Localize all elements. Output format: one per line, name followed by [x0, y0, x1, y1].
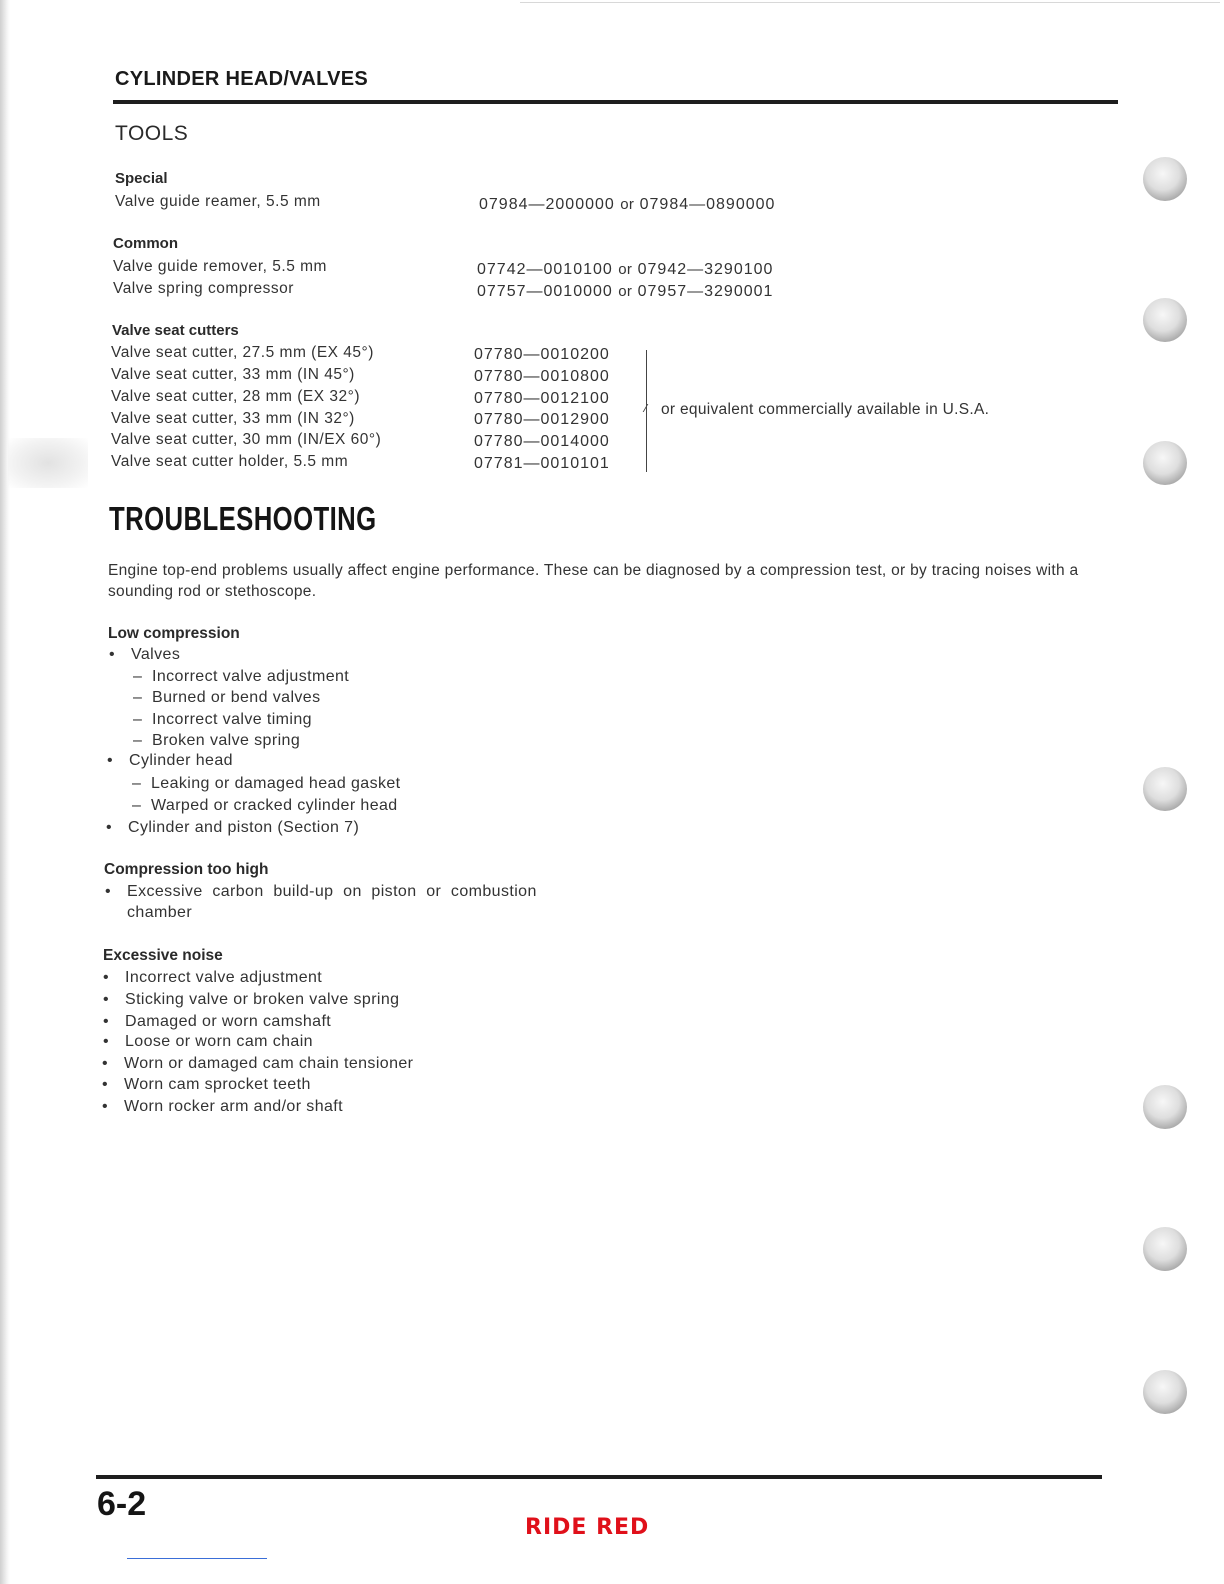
list-item-text: Leaking or damaged head gasket — [151, 775, 401, 792]
scan-edge-shading — [0, 0, 10, 1584]
tool-code — [477, 283, 773, 301]
list-item-text: Sticking valve or broken valve spring — [125, 991, 400, 1008]
bullet: • — [109, 646, 116, 663]
tool-code-a: 07984—2000000 — [479, 196, 615, 213]
bottom-link-underline[interactable] — [127, 1558, 267, 1559]
tool-code-b: 07984—0890000 — [639, 196, 776, 213]
binder-hole — [1143, 1085, 1187, 1129]
tool-code-a: 07757—0010000 — [477, 283, 613, 300]
bullet: • — [102, 1098, 109, 1115]
list-item — [103, 1013, 331, 1031]
cutter-code: 07780—0012900 — [474, 411, 610, 428]
list-item — [106, 819, 359, 837]
list-sub-item: – Warped or cracked cylinder head — [132, 797, 398, 814]
tool-code-a: 07742—0010100 — [477, 261, 613, 278]
page-number: 6-2 — [97, 1485, 147, 1523]
cutter-name: Valve seat cutter, 33 mm (IN 32°) — [111, 410, 355, 427]
footer-rule — [96, 1475, 1102, 1479]
cutter-name: Valve seat cutter, 33 mm (IN 45°) — [111, 366, 355, 383]
list-item-text: Burned or bend valves — [152, 689, 321, 706]
list-item-text: Worn rocker arm and/or shaft — [124, 1098, 343, 1115]
cutter-code: 07780—0010800 — [474, 368, 610, 385]
scan-top-line — [520, 2, 1220, 3]
scan-smudge — [8, 438, 88, 488]
bullet: • — [103, 991, 110, 1008]
high-compression-heading: Compression too high — [104, 861, 269, 878]
cutter-code: 07780—0012100 — [474, 390, 610, 407]
list-item — [109, 646, 180, 664]
list-item — [102, 1055, 413, 1073]
troubleshooting-intro: Engine top-end problems usually affect engine performance. These can be diagnosed by a compression test, or by tracing noises with a sounding rod or stethoscope. — [108, 562, 1079, 600]
tool-code-or: or — [618, 261, 633, 278]
tools-cutters-heading: Valve seat cutters — [112, 322, 239, 339]
list-item-text: Loose or worn cam chain — [125, 1033, 313, 1050]
list-sub-item: – Broken valve spring — [133, 732, 301, 749]
list-sub-item: – Burned or bend valves — [133, 689, 321, 706]
list-item — [103, 969, 322, 987]
list-sub-item: – Incorrect valve timing — [133, 711, 312, 728]
cutter-name: Valve seat cutter holder, 5.5 mm — [111, 453, 349, 470]
bullet: • — [106, 819, 113, 836]
list-item-text: Cylinder and piston (Section 7) — [128, 819, 360, 836]
tools-title: TOOLS — [115, 122, 189, 145]
tool-code — [477, 261, 773, 279]
bullet: • — [103, 969, 110, 986]
list-item-text: Worn cam sprocket teeth — [124, 1076, 311, 1093]
list-item-text: Incorrect valve adjustment — [152, 668, 350, 685]
bullet: • — [103, 1013, 110, 1030]
cutter-name: Valve seat cutter, 28 mm (EX 32°) — [111, 388, 360, 405]
section-header-title: CYLINDER HEAD/VALVES — [115, 68, 369, 90]
low-compression-heading: Low compression — [108, 625, 240, 642]
binder-hole — [1143, 298, 1187, 342]
tool-code-or: or — [618, 283, 633, 300]
tool-name: Valve spring compressor — [113, 280, 294, 297]
binder-hole — [1143, 441, 1187, 485]
cutter-name: Valve seat cutter, 27.5 mm (EX 45°) — [111, 344, 374, 361]
list-item-text: Valves — [131, 646, 181, 663]
list-item — [102, 1076, 311, 1094]
binder-hole — [1143, 1370, 1187, 1414]
tools-common-heading: Common — [113, 235, 178, 252]
troubleshooting-title: TROUBLESHOOTING — [109, 500, 377, 537]
list-item — [103, 991, 399, 1009]
list-item-text: Worn or damaged cam chain tensioner — [124, 1055, 414, 1072]
tool-code-b: 07957—3290001 — [637, 283, 774, 300]
list-item — [107, 752, 233, 770]
list-sub-item: – Incorrect valve adjustment — [133, 668, 350, 685]
binder-hole — [1143, 767, 1187, 811]
list-sub-item: – Leaking or damaged head gasket — [132, 775, 401, 792]
brand-watermark: RIDE RED — [525, 1515, 650, 1540]
binder-hole — [1143, 157, 1187, 201]
tool-code-or: or — [620, 196, 635, 213]
cutter-name: Valve seat cutter, 30 mm (IN/EX 60°) — [111, 431, 382, 448]
list-item-text: Incorrect valve timing — [152, 711, 312, 728]
list-item-text: Broken valve spring — [152, 732, 301, 749]
list-item — [105, 883, 537, 901]
list-item — [103, 1033, 313, 1051]
list-item-text: Excessive carbon build-up on piston or combustion — [127, 883, 537, 900]
excessive-noise-heading: Excessive noise — [103, 947, 223, 964]
list-item-text: Warped or cracked cylinder head — [151, 797, 398, 814]
cutter-code: 07780—0014000 — [474, 433, 610, 450]
equivalent-note: or equivalent commercially available in U.S.A. — [661, 401, 990, 418]
cutter-code: 07781—0010101 — [474, 455, 610, 472]
binder-hole — [1143, 1227, 1187, 1271]
bullet: • — [103, 1033, 110, 1050]
list-item — [102, 1098, 343, 1116]
list-item-text: Incorrect valve adjustment — [125, 969, 323, 986]
tools-special-heading: Special — [115, 170, 168, 187]
header-rule — [113, 100, 1118, 104]
bullet: • — [102, 1076, 109, 1093]
list-item-text: Damaged or worn camshaft — [125, 1013, 332, 1030]
tool-code-b: 07942—3290100 — [637, 261, 774, 278]
bullet: • — [105, 883, 112, 900]
tool-code — [479, 196, 775, 214]
list-item-text: Cylinder head — [129, 752, 233, 769]
tool-name: Valve guide remover, 5.5 mm — [113, 258, 327, 275]
tool-name: Valve guide reamer, 5.5 mm — [115, 193, 321, 210]
list-item-continuation: chamber — [127, 904, 193, 921]
bullet: • — [107, 752, 114, 769]
cutter-code: 07780—0010200 — [474, 346, 610, 363]
bullet: • — [102, 1055, 109, 1072]
